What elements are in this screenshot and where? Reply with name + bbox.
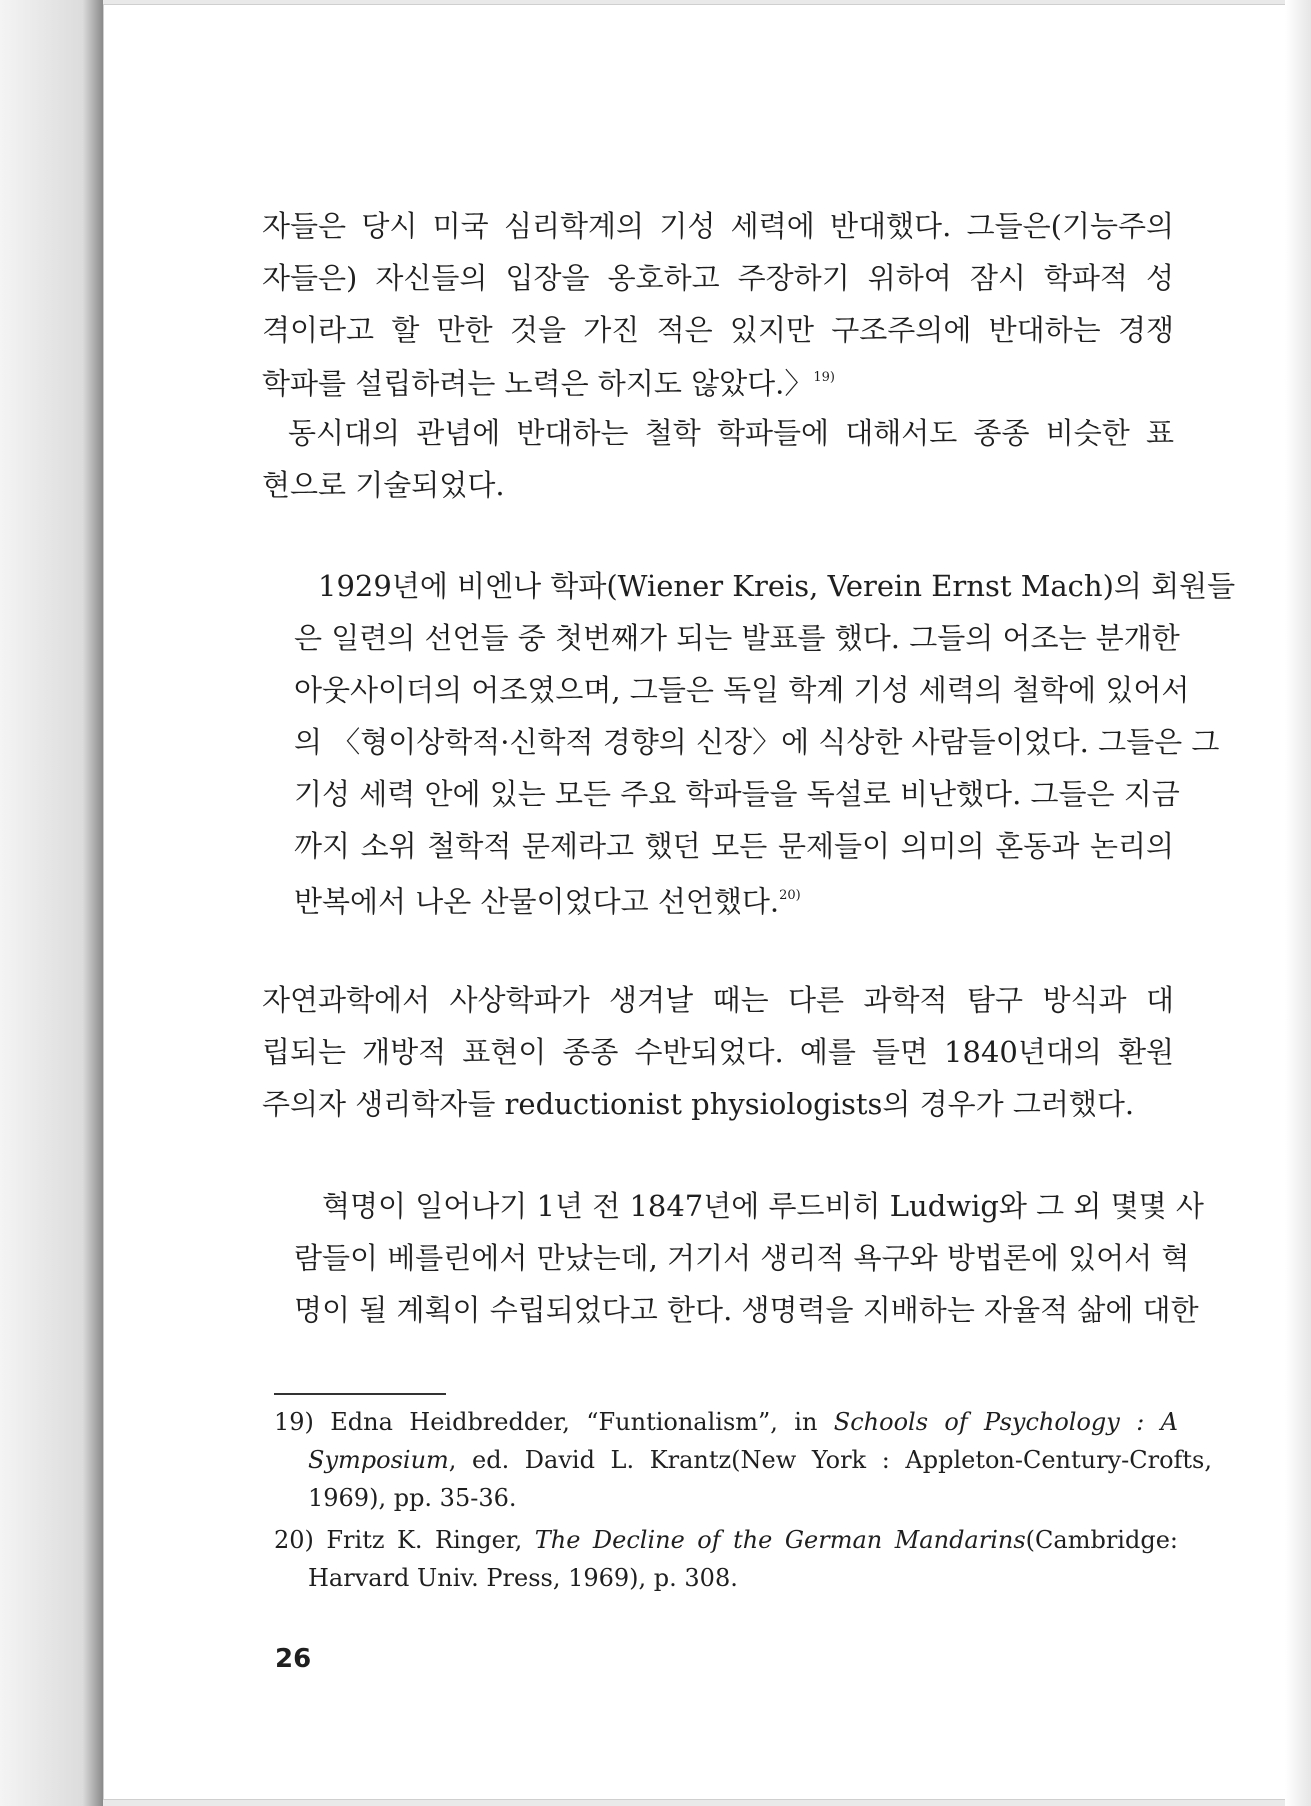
text-line: 동시대의 관념에 반대하는 철학 학파들에 대해서도 종종 비슷한 표 [288,416,1174,450]
text-line-content: 학파를 설립하려는 노력은 하지도 않았다.〉 [262,366,814,401]
text-line: 명이 될 계획이 수립되었다고 한다. 생명력을 지배하는 자율적 삶에 대한 [294,1293,1199,1327]
text-line: 1929년에 비엔나 학파(Wiener Kreis, Verein Ernst Mach)의 회원들 [318,569,1236,603]
footnote-line [274,1404,1178,1440]
text-line: 은 일련의 선언들 중 첫번째가 되는 발표를 했다. 그들의 어조는 분개한 [294,621,1180,655]
text-line [262,360,835,400]
footnote-title: The Decline of the German Mandarins [534,1526,1026,1554]
footnote-title: Schools of Psychology : A [833,1408,1178,1436]
text-line: 자들은 당시 미국 심리학계의 기성 세력에 반대했다. 그들은(기능주의 [262,209,1174,243]
footnote-place: (Cambridge: [1025,1526,1178,1554]
footnote-publisher: , ed. David L. Krantz(New York : Appleton-Century-Crofts, [448,1446,1212,1474]
page-number: 26 [275,1644,312,1674]
book-spine-shadow [0,0,103,1806]
text-line-content: 반복에서 나온 산물이었다고 선언했다. [294,884,780,919]
text-line: 람들이 베를린에서 만났는데, 거기서 생리적 욕구와 방법론에 있어서 혁 [294,1241,1190,1275]
footnote-author: Fritz K. Ringer, [326,1526,535,1554]
text-line: 혁명이 일어나기 1년 전 1847년에 루드비히 Ludwig와 그 외 몇몇 사 [322,1189,1204,1223]
footnote-line [308,1442,1212,1478]
footnote-title-cont: Symposium [308,1446,449,1474]
footnote-ref-19: 19) [813,370,835,385]
text-line: 격이라고 할 만한 것을 가진 적은 있지만 구조주의에 반대하는 경쟁 [262,313,1174,347]
footnote-line [274,1522,1178,1558]
footnote-number: 20) [274,1526,314,1554]
text-line: 기성 세력 안에 있는 모든 주요 학파들을 독설로 비난했다. 그들은 지금 [294,777,1180,811]
footnote-separator [274,1393,446,1395]
footnote-line: Harvard Univ. Press, 1969), p. 308. [308,1564,738,1592]
text-line: 립되는 개방적 표현이 종종 수반되었다. 예를 들면 1840년대의 환원 [262,1035,1174,1069]
footnote-number: 19) [274,1408,314,1436]
text-line: 자연과학에서 사상학파가 생겨날 때는 다른 과학적 탐구 방식과 대 [262,983,1174,1017]
text-line: 주의자 생리학자들 reductionist physiologists의 경우가 그러했다. [262,1087,1135,1121]
text-line [294,878,801,918]
text-line: 아웃사이더의 어조였으며, 그들은 독일 학계 기성 세력의 철학에 있어서 [294,673,1190,707]
footnote-line: 1969), pp. 35-36. [308,1484,517,1512]
footnote-ref-20: 20) [779,888,801,903]
text-line: 까지 소위 철학적 문제라고 했던 모든 문제들이 의미의 혼동과 논리의 [294,829,1174,863]
text-line: 의 〈형이상학적·신학적 경향의 신장〉에 식상한 사람들이었다. 그들은 그 [294,725,1220,759]
footnote-author: Edna Heidbredder, “Funtionalism”, in [330,1408,834,1436]
text-line: 현으로 기술되었다. [262,468,505,502]
text-line: 자들은) 자신들의 입장을 옹호하고 주장하기 위하여 잠시 학파적 성 [262,261,1174,295]
page-edge-shade [1285,0,1311,1806]
